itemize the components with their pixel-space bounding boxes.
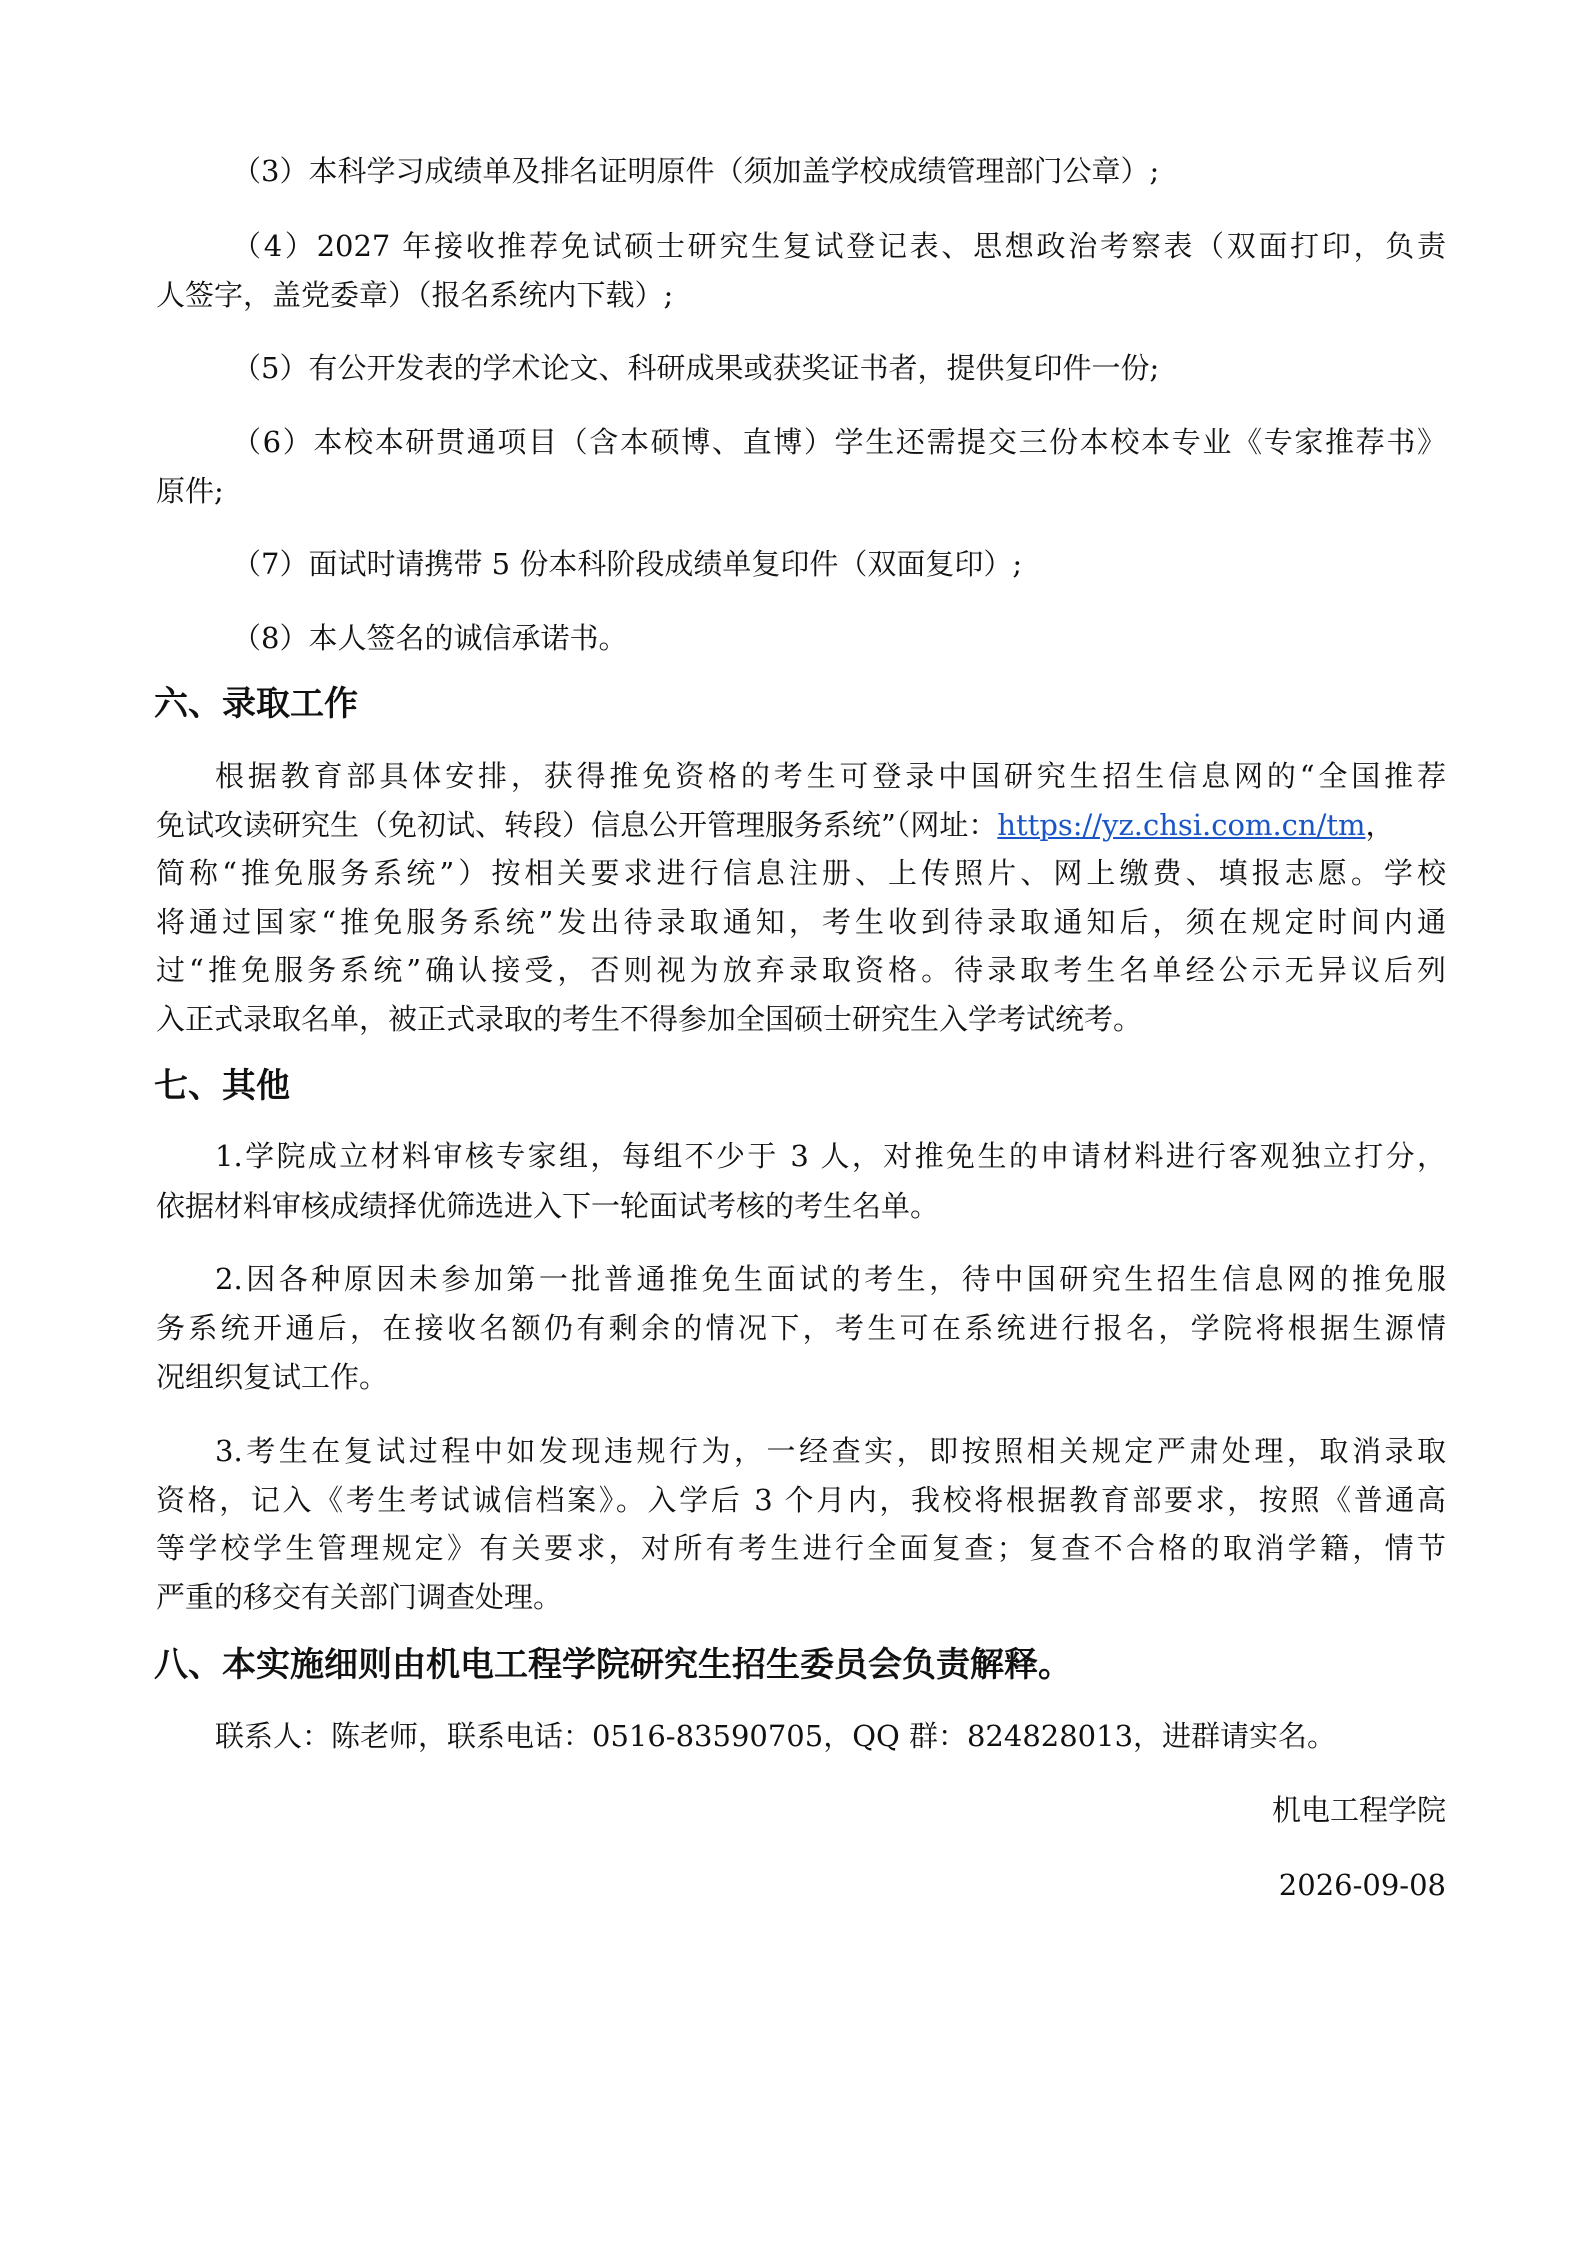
paragraph-line: 况组织复试工作。 (156, 1360, 389, 1394)
paragraph-line: 根据教育部具体安排，获得推免资格的考生可登录中国研究生招生信息网的“全国推荐 (215, 759, 1446, 793)
list-item: （6）本校本研贯通项目（含本硕博、直博）学生还需提交三份本校本专业《专家推荐书》 (232, 425, 1446, 459)
signature-date: 2026-09-08 (1278, 1868, 1446, 1902)
paragraph-line: 依据材料审核成绩择优筛选进入下一轮面试考核的考生名单。 (156, 1189, 940, 1223)
paragraph-line: 将通过国家“推免服务系统”发出待录取通知，考生收到待录取通知后，须在规定时间内通 (156, 905, 1446, 939)
paragraph-line: 3.考生在复试过程中如发现违规行为，一经查实，即按照相关规定严肃处理，取消录取 (215, 1434, 1446, 1468)
section-heading: 七、其他 (154, 1066, 290, 1106)
signature-organization: 机电工程学院 (1271, 1793, 1446, 1827)
paragraph-text: ， (1365, 808, 1395, 842)
list-item: （3）本科学习成绩单及排名证明原件（须加盖学校成绩管理部门公章）; (232, 154, 1160, 188)
contact-line: 联系人：陈老师，联系电话：0516-83590705，QQ 群：824828013，进群请实名。 (215, 1719, 1337, 1753)
paragraph-line (156, 805, 1446, 845)
paragraph-line: 过“推免服务系统”确认接受，否则视为放弃录取资格。待录取考生名单经公示无异议后列 (156, 953, 1446, 987)
list-item: （8）本人签名的诚信承诺书。 (232, 621, 628, 655)
paragraph-line: 1.学院成立材料审核专家组，每组不少于 3 人，对推免生的申请材料进行客观独立打分， (215, 1139, 1446, 1173)
list-item-continued: 原件; (156, 474, 224, 508)
system-url-link[interactable]: https://yz.chsi.com.cn/tm (997, 808, 1366, 842)
paragraph-line: 2.因各种原因未参加第一批普通推免生面试的考生，待中国研究生招生信息网的推免服 (215, 1262, 1446, 1296)
paragraph-line: 务系统开通后，在接收名额仍有剩余的情况下，考生可在系统进行报名，学院将根据生源情 (156, 1311, 1446, 1345)
section-heading: 八、本实施细则由机电工程学院研究生招生委员会负责解释。 (154, 1645, 1072, 1685)
paragraph-line: 简称“推免服务系统”）按相关要求进行信息注册、上传照片、网上缴费、填报志愿。学校 (156, 856, 1446, 890)
paragraph-line: 等学校学生管理规定》有关要求，对所有考生进行全面复查；复查不合格的取消学籍，情节 (156, 1531, 1446, 1565)
list-item: （4）2027 年接收推荐免试硕士研究生复试登记表、思想政治考察表（双面打印，负责 (232, 229, 1446, 263)
list-item: （5）有公开发表的学术论文、科研成果或获奖证书者，提供复印件一份; (232, 351, 1160, 385)
paragraph-line: 入正式录取名单，被正式录取的考生不得参加全国硕士研究生入学考试统考。 (156, 1002, 1143, 1036)
list-item: （7）面试时请携带 5 份本科阶段成绩单复印件（双面复印）; (232, 547, 1023, 581)
list-item-continued: 人签字，盖党委章）（报名系统内下载）; (156, 278, 674, 312)
paragraph-line: 严重的移交有关部门调查处理。 (156, 1580, 563, 1614)
paragraph-line: 资格，记入《考生考试诚信档案》。入学后 3 个月内，我校将根据教育部要求，按照《普通高 (156, 1483, 1446, 1517)
paragraph-text: 免试攻读研究生（免初试、转段）信息公开管理服务系统”（网址： (156, 808, 998, 842)
section-heading: 六、录取工作 (154, 684, 358, 724)
